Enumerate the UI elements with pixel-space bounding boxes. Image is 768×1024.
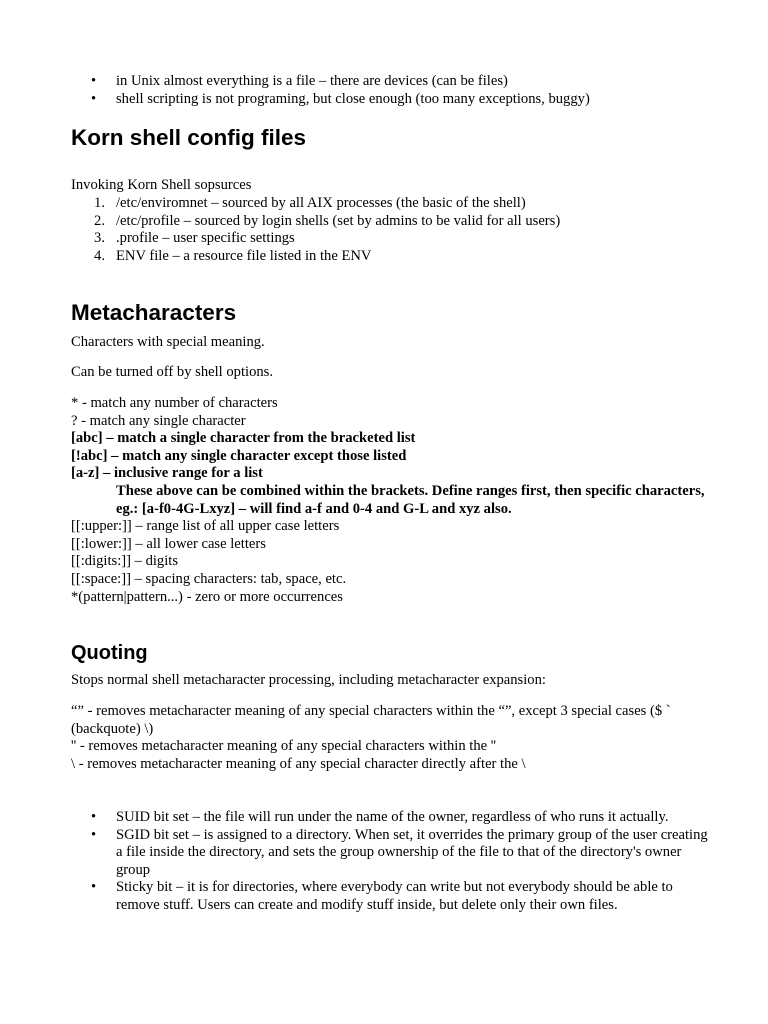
pattern-line: *(pattern|pattern...) - zero or more occurrences [71, 588, 343, 605]
list-item: • Sticky bit – it is for directories, where everybody can write but not everybody should be able to remove stuff. Users can create and modify stuff inside, but delete only their own files. [71, 879, 711, 914]
quoting-list [71, 703, 711, 773]
metacharacters-heading: Metacharacters [71, 300, 237, 325]
intro-bullet-list [71, 73, 711, 108]
korn-heading: Korn shell config files [71, 125, 307, 150]
pattern-line: [[:space:]] – spacing characters: tab, space, etc. [71, 570, 347, 587]
quoting-heading: Quoting [71, 642, 148, 664]
korn-config-list [71, 195, 711, 265]
pattern-line: [a-z] – inclusive range for a list [71, 465, 263, 482]
combine-note: These above can be combined within the brackets. Define ranges first, then specific characters, eg.: [a-f0-4G-Lxyz] – will find a-f and 0-4 and G-L and xyz also. [116, 482, 705, 517]
quoting-line: \ - removes metacharacter meaning of any special character directly after the \ [71, 755, 526, 772]
list-item: 3. .profile – user specific settings [94, 230, 295, 247]
list-item: 4. ENV file – a resource file listed in the ENV [94, 247, 372, 264]
korn-invoking-text: Invoking Korn Shell sopsurces [71, 177, 252, 193]
meta-paragraph: Can be turned off by shell options. [71, 364, 273, 380]
pattern-line: [[:upper:]] – range list of all upper case letters [71, 518, 340, 535]
pattern-line: ? - match any single character [71, 412, 246, 429]
pattern-line: [[:lower:]] – all lower case letters [71, 535, 266, 552]
permission-bits-list [71, 809, 711, 915]
quoting-line: '' - removes metacharacter meaning of any special characters within the '' [71, 738, 497, 755]
pattern-line: [[:digits:]] – digits [71, 553, 179, 570]
list-item: 2. /etc/profile – sourced by login shells (set by admins to be valid for all users) [94, 212, 561, 229]
quoting-intro: Stops normal shell metacharacter processing, including metacharacter expansion: [71, 672, 546, 688]
list-item: • in Unix almost everything is a file – there are devices (can be files) [71, 73, 711, 91]
pattern-line: * - match any number of characters [71, 395, 278, 411]
pattern-line: [!abc] – match any single character except those listed [71, 447, 407, 464]
meta-paragraph: Characters with special meaning. [71, 334, 265, 350]
quoting-line: “” - removes metacharacter meaning of any special characters within the “”, except 3 special cases ($ ` (backquote) \) [71, 703, 671, 737]
meta-pattern-list [71, 395, 711, 606]
list-item: • shell scripting is not programing, but close enough (too many exceptions, buggy) [71, 91, 711, 109]
list-item: • SGID bit set – is assigned to a directory. When set, it overrides the primary group of the user creating a file inside the directory, and sets the group ownership of the file to that of the directory's owner group [71, 827, 711, 880]
list-item: 1. /etc/enviromnet – sourced by all AIX processes (the basic of the shell) [94, 195, 526, 211]
pattern-line: [abc] – match a single character from the bracketed list [71, 430, 416, 447]
list-item: • SUID bit set – the file will run under the name of the owner, regardless of who runs it actually. [71, 809, 711, 827]
